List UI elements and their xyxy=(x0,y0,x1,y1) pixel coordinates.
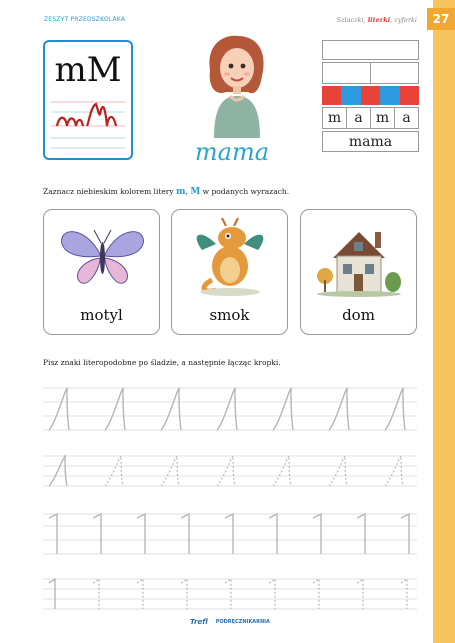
letter-script-lines xyxy=(51,96,125,156)
letter-card xyxy=(43,40,133,160)
picture-card-motyl[interactable] xyxy=(43,209,160,335)
dragon-icon xyxy=(172,210,289,300)
phoneme-red xyxy=(400,86,419,105)
phoneme-blue xyxy=(341,86,360,105)
trefl-logo: Trefl xyxy=(190,618,208,626)
letter-cell: m xyxy=(371,108,395,128)
picture-card-dom[interactable] xyxy=(300,209,417,335)
nav-item-szlaczki: Szlaczki, xyxy=(336,16,366,24)
tracing-row-1 xyxy=(43,384,417,436)
tracing-row-3 xyxy=(43,510,417,558)
task1-text-after: w podanych wyrazach. xyxy=(200,187,290,196)
letter-cell: a xyxy=(402,110,411,126)
syllable-row-empty xyxy=(322,40,419,60)
side-color-strip xyxy=(433,0,455,643)
task1-comma: , xyxy=(185,187,191,196)
mama-script-text: mama xyxy=(194,138,270,166)
task1-letter-M: M xyxy=(190,187,201,197)
picture-label: motyl xyxy=(80,306,123,324)
mama-script-word xyxy=(180,138,284,168)
podrecznikarnia-logo: PODRĘCZNIKARNIA xyxy=(215,619,270,625)
task1-instruction xyxy=(43,187,289,197)
syllable-cell xyxy=(371,63,418,83)
tracing-row-2 xyxy=(43,452,417,492)
nav-item-literki: literki xyxy=(367,16,391,24)
letters-row xyxy=(322,107,419,129)
syllable-row-split xyxy=(322,62,419,84)
letter-cell: a xyxy=(347,108,371,128)
picture-label: dom xyxy=(342,306,375,324)
tracing-row-4 xyxy=(43,575,417,615)
butterfly-icon xyxy=(44,210,161,300)
letter-print: mM xyxy=(54,50,122,90)
girl-illustration xyxy=(200,34,274,138)
page-number: 27 xyxy=(427,8,455,30)
house-icon xyxy=(301,210,418,300)
picture-label: smok xyxy=(209,306,250,324)
task1-text-before: Zaznacz niebieskim kolorem litery xyxy=(43,187,177,196)
task1-letter-m: m xyxy=(176,187,186,197)
picture-card-smok[interactable] xyxy=(171,209,288,335)
syllable-cell xyxy=(323,63,371,83)
phoneme-color-row xyxy=(322,86,419,105)
series-title: ZESZYT PRZEDSZKOLAKA xyxy=(44,16,126,23)
section-nav xyxy=(337,16,417,24)
footer-logos xyxy=(190,618,270,626)
syllable-table xyxy=(322,40,419,154)
phoneme-red xyxy=(322,86,341,105)
letter-cell: m xyxy=(323,108,347,128)
nav-item-cyferki: , cyferki xyxy=(390,16,417,24)
phoneme-blue xyxy=(380,86,399,105)
task2-instruction: Pisz znaki literopodobne po śladzie, a następnie łącząc kropki. xyxy=(43,358,281,367)
word-row: mama xyxy=(322,131,419,152)
phoneme-red xyxy=(361,86,380,105)
